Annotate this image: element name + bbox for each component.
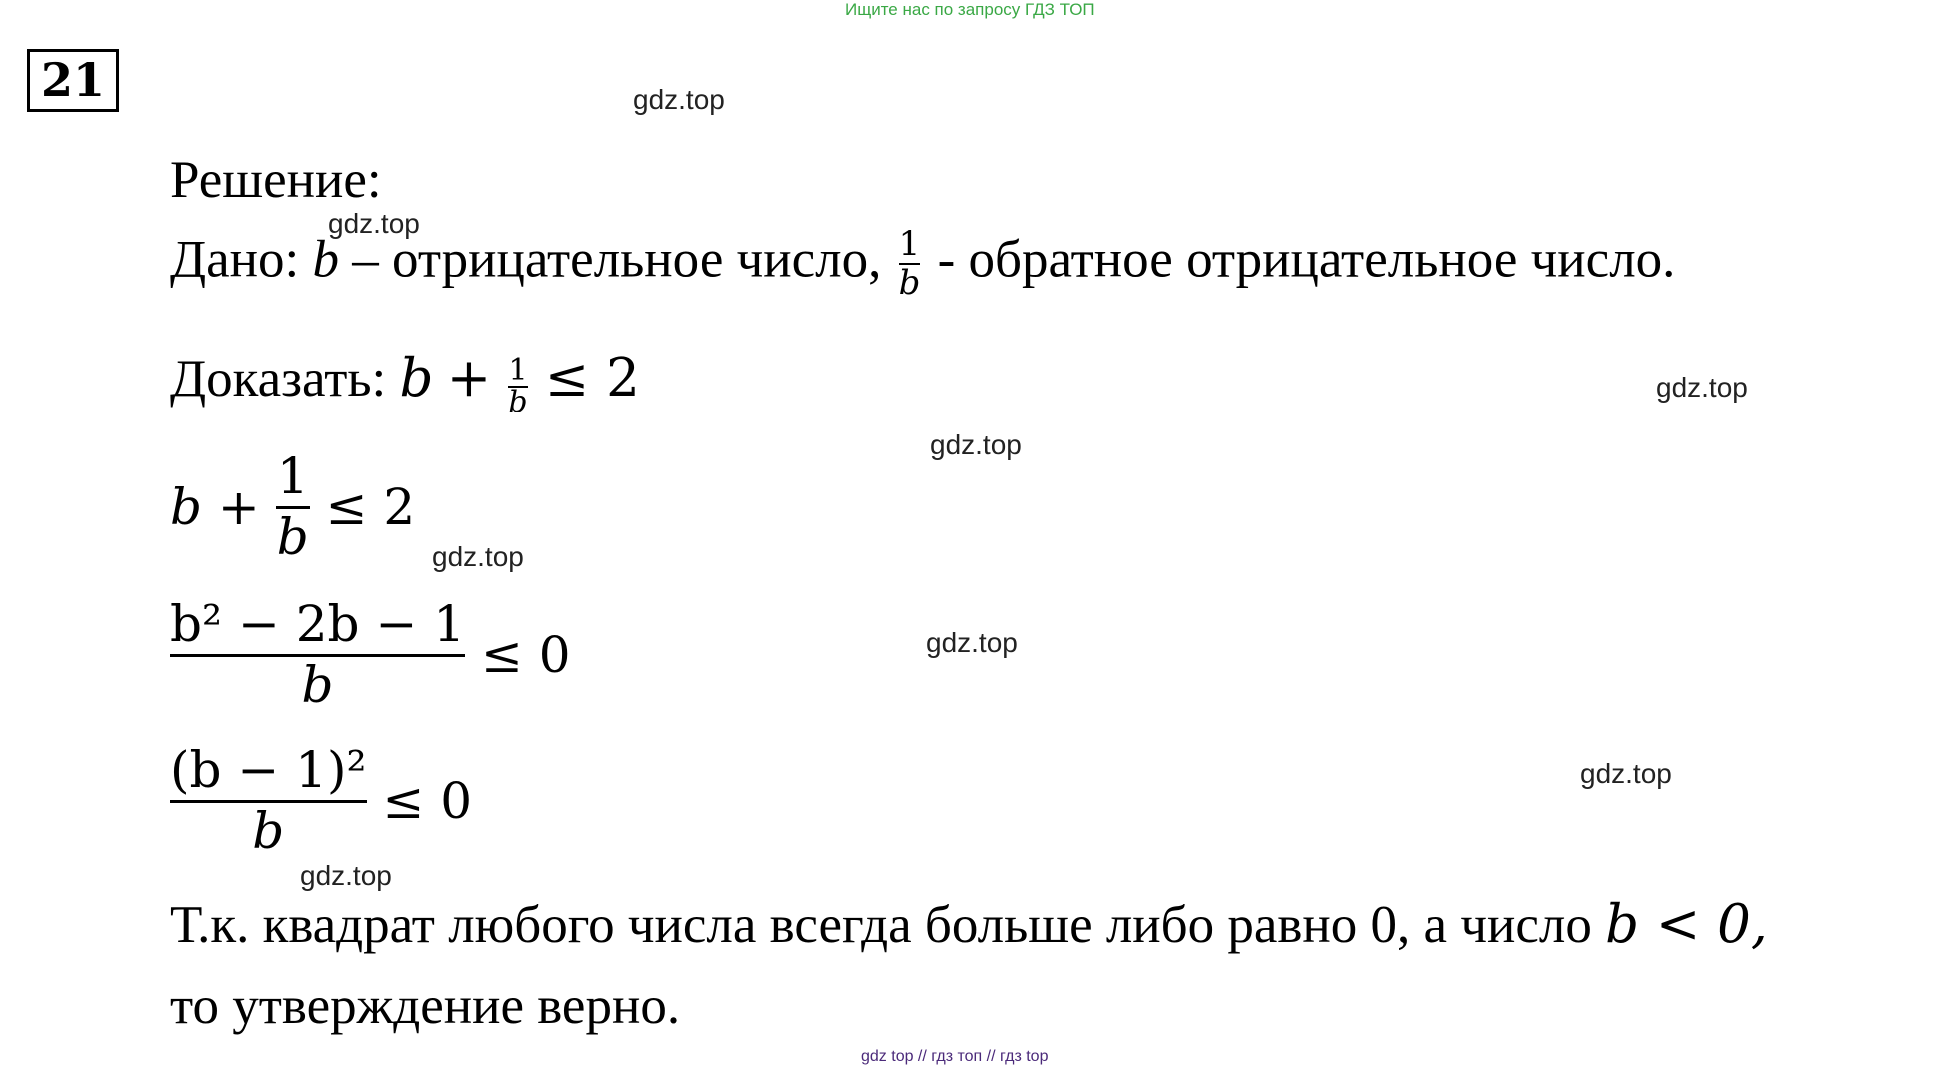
conclusion-line-2: то утверждение верно. (170, 977, 681, 1035)
fraction-denominator: b (301, 655, 334, 714)
watermark: gdz.top (432, 541, 524, 572)
step1-plus: + (217, 478, 260, 536)
step1-variable: b (170, 478, 203, 536)
conclusion-math: b < 0, (1605, 894, 1768, 955)
step2-fraction (170, 596, 465, 714)
prove-plus: + (446, 348, 492, 409)
step-3 (170, 742, 472, 860)
watermark: gdz.top (1656, 372, 1748, 403)
given-line (170, 226, 1675, 303)
step3-relation: ≤ 0 (382, 772, 473, 830)
prove-fraction (508, 356, 527, 412)
fraction-denominator: b (508, 384, 528, 412)
conclusion-line-1 (170, 894, 1768, 955)
fraction-denominator: b (252, 801, 285, 860)
watermark: gdz.top (1580, 758, 1672, 789)
reciprocal-fraction (899, 226, 921, 303)
fraction-numerator: 1 (508, 355, 528, 388)
footer-links[interactable]: gdz top // гдз топ // гдз top (861, 1048, 1049, 1065)
prove-relation: ≤ 2 (544, 348, 640, 409)
conclusion-text: Т.к. квадрат любого числа всегда больше либо равно 0, а число (170, 896, 1592, 954)
given-dash: – (352, 230, 379, 289)
solution-heading: Решение: (170, 151, 382, 209)
fraction-numerator: b² − 2b − 1 (170, 595, 466, 653)
fraction-numerator: (b − 1)² (170, 741, 367, 799)
given-text: отрицательное число, (392, 230, 882, 289)
watermark: gdz.top (300, 860, 392, 891)
fraction-denominator: b (898, 263, 921, 304)
fraction-numerator: 1 (276, 447, 309, 505)
step-2 (170, 596, 571, 714)
given-label: Дано: (170, 230, 300, 289)
watermark: gdz.top (930, 429, 1022, 460)
fraction-denominator: b (276, 507, 309, 566)
given-text-reciprocal: - обратное отрицательное число. (937, 230, 1676, 289)
search-banner: Ищите нас по запросу ГДЗ ТОП (845, 0, 1095, 19)
step3-fraction (170, 742, 367, 860)
prove-line (170, 348, 640, 412)
watermark: gdz.top (633, 84, 725, 115)
fraction-numerator: 1 (898, 224, 921, 264)
step2-relation: ≤ 0 (480, 626, 571, 684)
prove-variable: b (399, 348, 434, 409)
given-variable: b (312, 230, 340, 289)
task-number-box: 21 (27, 49, 119, 112)
watermark: gdz.top (926, 627, 1018, 658)
prove-label: Доказать: (170, 350, 387, 408)
watermark: gdz.top (328, 208, 420, 239)
step1-fraction (276, 448, 310, 566)
step-1 (170, 448, 415, 566)
step1-relation: ≤ 2 (325, 478, 416, 536)
